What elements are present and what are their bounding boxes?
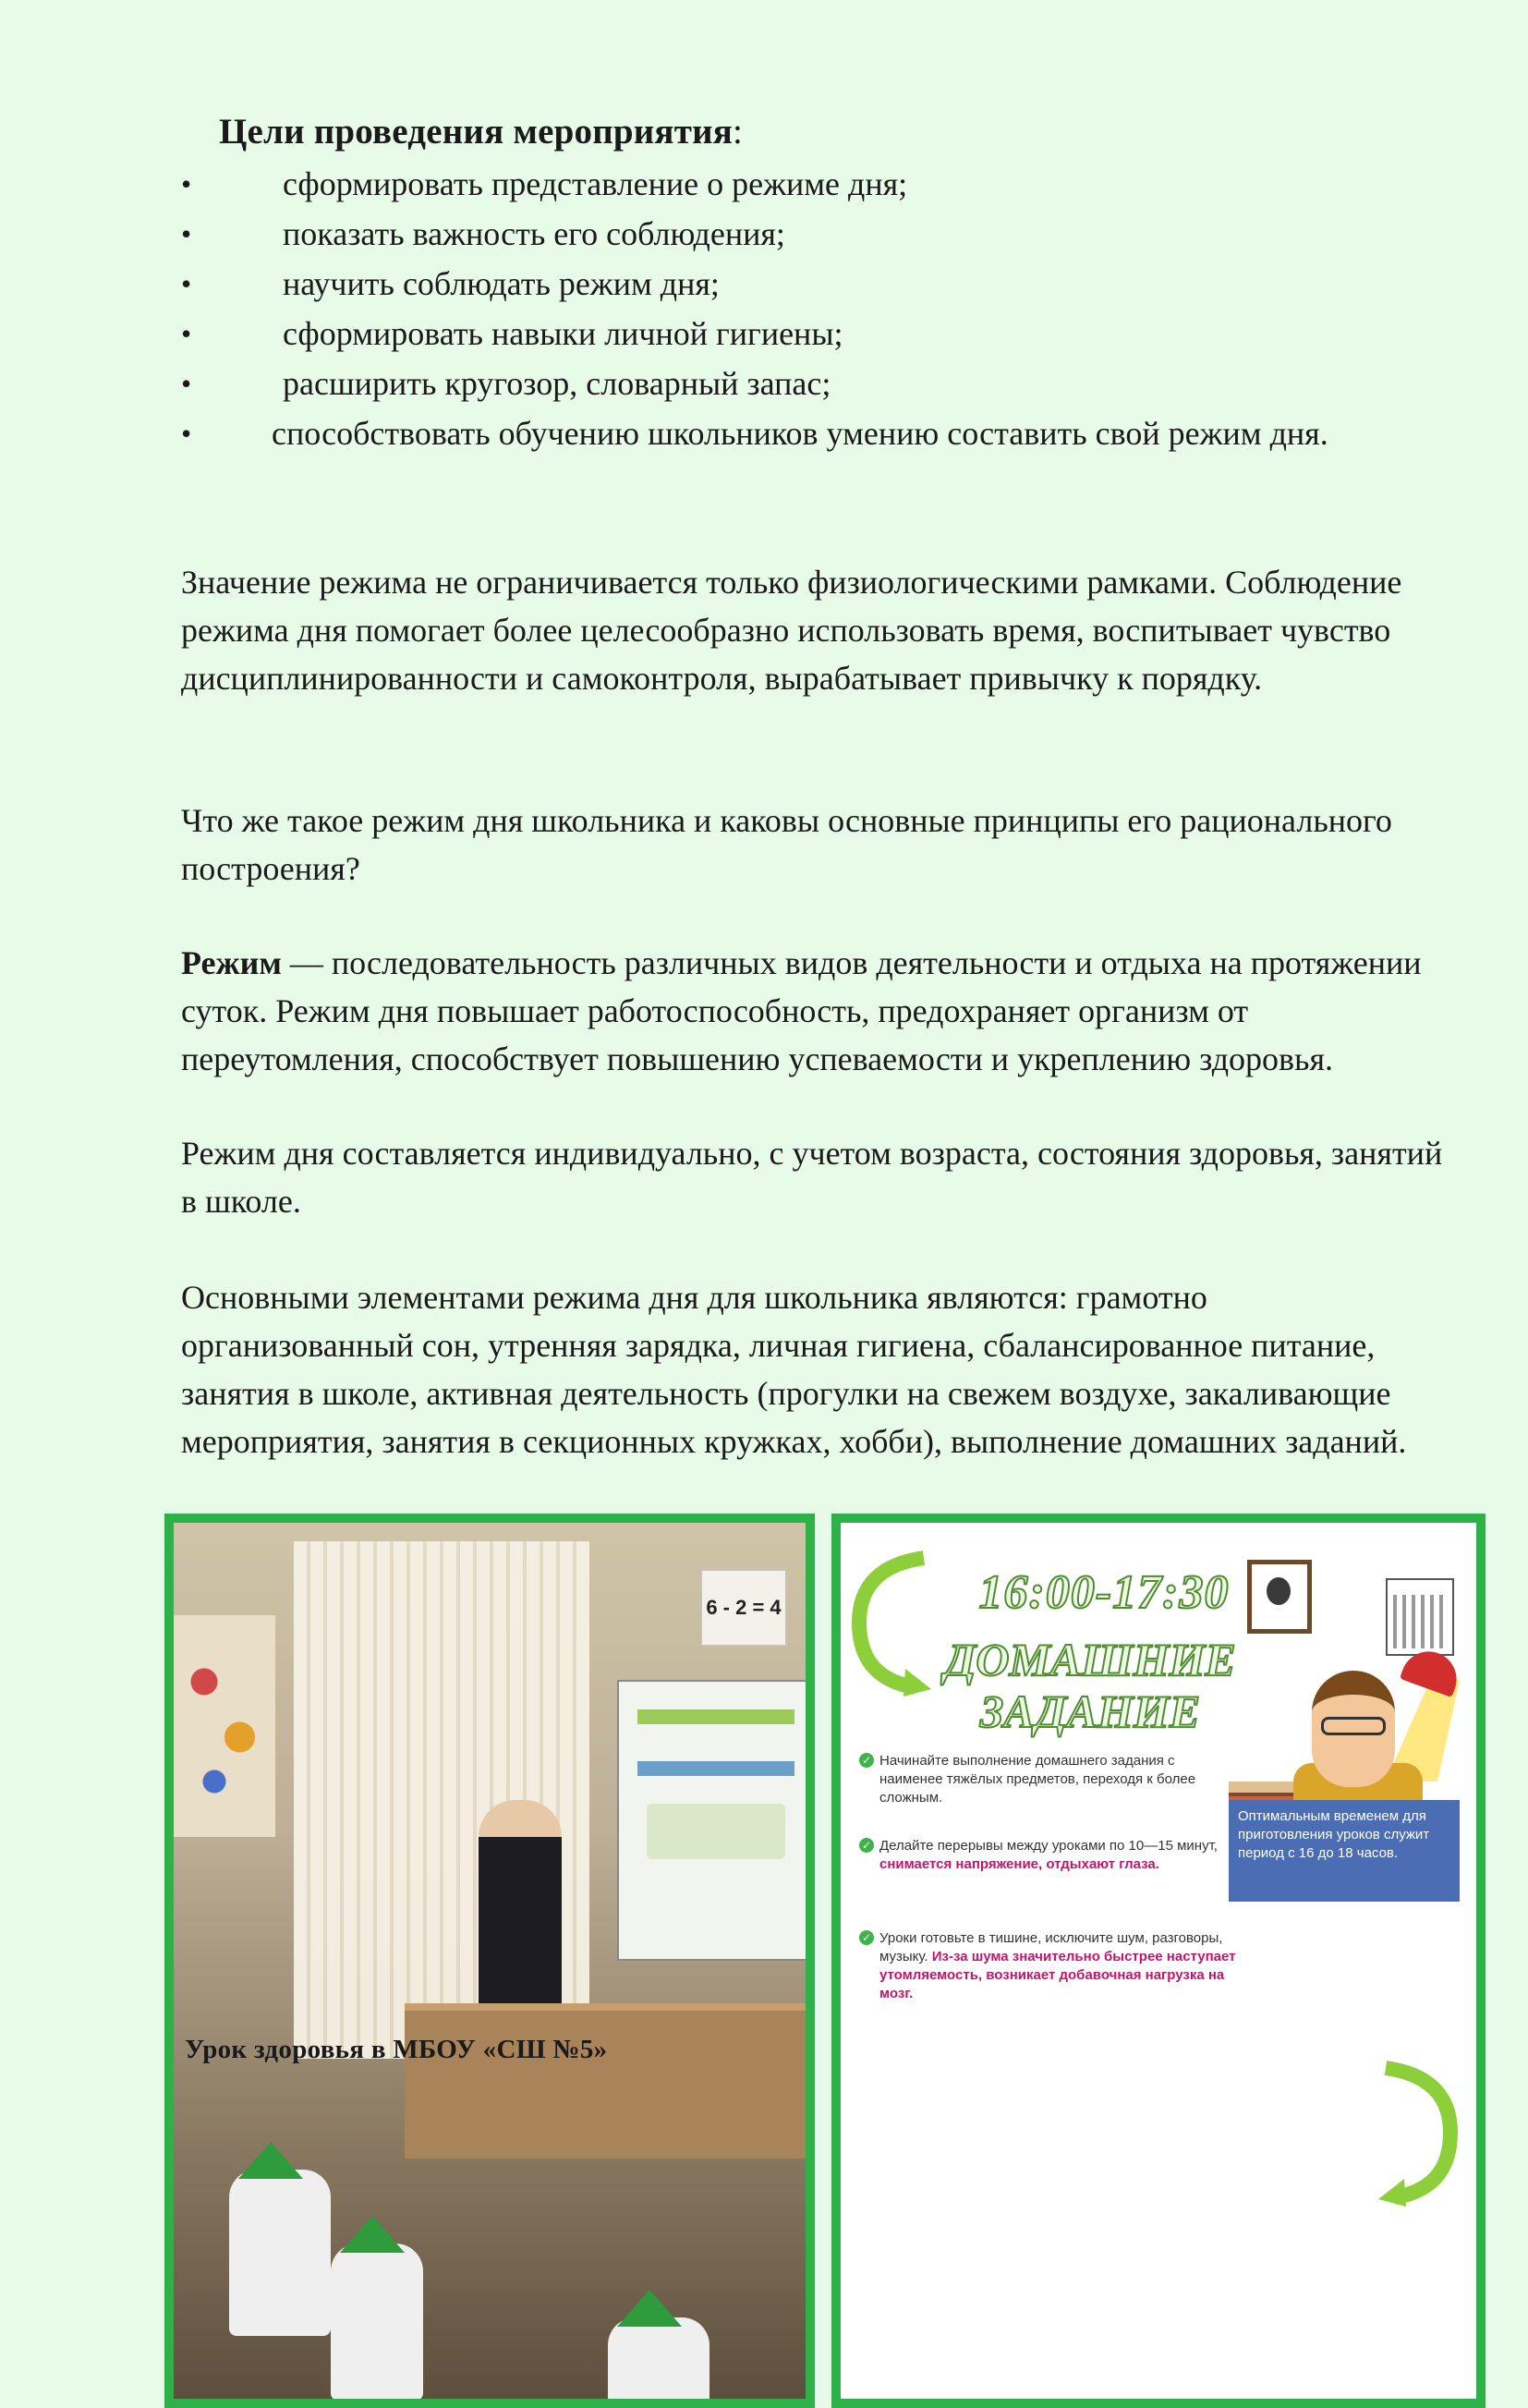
- bullet-icon: •: [181, 267, 192, 300]
- math-card: 6 - 2 = 4: [700, 1569, 787, 1647]
- poster-frame: [831, 1514, 1486, 2408]
- bullet-icon: •: [181, 367, 192, 400]
- goal-text: способствовать обучению школьников умению составить свой режим дня.: [272, 415, 1328, 452]
- paragraph-individual: Режим дня составляется индивидуально, с учетом возраста, состояния здоровья, занятий в школе.: [181, 1135, 1443, 1220]
- classroom-photo: [174, 1523, 806, 2399]
- goal-text: сформировать представление о режиме дня;: [283, 165, 908, 202]
- goal-text: сформировать навыки личной гигиены;: [283, 315, 843, 352]
- tip-highlight: Из-за шума значительно быстрее наступает утомляемость, возникает добавочная нагрузка на мозг.: [879, 1949, 1236, 2001]
- poster-title-line: ДОМАШНИЕ: [944, 1634, 1236, 1685]
- goals-heading-colon: :: [733, 112, 744, 152]
- paragraph-question: Что же такое режим дня школьника и каковы основные принципы его рационального построения?: [181, 802, 1392, 887]
- boy-head: [1312, 1671, 1395, 1787]
- poster-tip: [859, 1752, 1238, 1807]
- desk-lamp-icon: [1386, 1652, 1469, 1782]
- goals-heading-text: Цели проведения мероприятия: [219, 112, 734, 152]
- student-figure: [331, 2244, 423, 2399]
- bullet-icon: •: [181, 417, 192, 450]
- goal-text: научить соблюдать режим дня;: [283, 265, 720, 302]
- goal-item: [181, 408, 1437, 458]
- goal-item: [181, 209, 1437, 259]
- tip-highlight: снимается напряжение, отдыхают глаза.: [879, 1856, 1159, 1872]
- lamp-shade: [1400, 1644, 1464, 1697]
- photo-caption: Урок здоровья в МБОУ «СШ №5»: [185, 2035, 608, 2064]
- projector-screen: [617, 1680, 806, 1961]
- student-figure: [608, 2317, 709, 2399]
- green-hat: [617, 2290, 682, 2327]
- green-hat: [238, 2142, 303, 2179]
- tip-text: [879, 1837, 1238, 1874]
- check-icon: ✓: [859, 1838, 874, 1853]
- teacher-desk: [405, 2003, 806, 2159]
- tip-text: [879, 1929, 1238, 2003]
- check-icon: ✓: [859, 1753, 874, 1768]
- slide-line: [637, 1709, 794, 1724]
- paragraph-regime-meaning: Значение режима не ограничивается только физиологическими рамками. Соблюдение режима дня помогает более целесообразно использовать время, воспитывает чувство дисциплинированности и самоконтроля, вырабатывает привычку к порядку.: [181, 564, 1402, 697]
- goal-item: [181, 309, 1437, 359]
- photo-frame: [164, 1514, 815, 2408]
- goal-item: [181, 259, 1437, 309]
- poster-tip: [859, 1929, 1238, 2003]
- slide-picture: [647, 1804, 785, 1859]
- green-hat: [340, 2216, 405, 2253]
- curved-arrow-icon: [1376, 2059, 1460, 2207]
- poster-time: 16:00-17:30: [978, 1566, 1230, 1619]
- poster-title-line: ЗАДАНИЕ: [979, 1685, 1201, 1737]
- homework-poster: [841, 1523, 1476, 2399]
- goal-list: [181, 159, 1437, 458]
- term-regime: Режим: [181, 944, 282, 981]
- bullet-icon: •: [181, 217, 192, 250]
- tip-text: Начинайте выполнение домашнего задания с наименее тяжёлых предметов, переходя к более сложным.: [879, 1753, 1196, 1806]
- goal-item: [181, 159, 1437, 209]
- wall-painting: [174, 1615, 275, 1837]
- check-icon: ✓: [859, 1930, 874, 1945]
- goal-item: [181, 359, 1437, 408]
- portrait-face: [1267, 1577, 1291, 1605]
- goal-text: расширить кругозор, словарный запас;: [283, 365, 831, 402]
- bullet-icon: •: [181, 317, 192, 350]
- definition-text: — последовательность различных видов деятельности и отдыха на протяжении суток. Режим дня повышает работоспособность, предохраняет организм от переутомления, способствует повышению успеваемости и укреплению здоровья.: [181, 944, 1422, 1077]
- goals-heading: [219, 111, 743, 152]
- portrait-frame: [1247, 1560, 1312, 1634]
- bullet-icon: •: [181, 167, 192, 201]
- paragraph-regime-definition: [181, 939, 1447, 1083]
- student-figure: [229, 2170, 331, 2336]
- tip-plain: Делайте перерывы между уроками по 10—15 минут,: [879, 1838, 1218, 1854]
- goal-text: показать важность его соблюдения;: [283, 215, 785, 252]
- poster-tip: [859, 1837, 1238, 1874]
- slide-line: [637, 1761, 794, 1776]
- info-box: Оптимальным временем для приготовления уроков служит период с 16 до 18 часов.: [1229, 1800, 1460, 1902]
- tip-plain: Уроки готовьте в тишине, исключите шум, разговоры, музыку.: [879, 1930, 1223, 1964]
- glasses: [1321, 1717, 1386, 1735]
- paragraph-elements: Основными элементами режима дня для школьника являются: грамотно организованный сон, утренняя зарядка, личная гигиена, сбалансированное питание, занятия в школе, активная деятельность (прогулки на свежем воздухе, закаливающие мероприятия, занятия в секционных кружках, хобби), выполнение домашних заданий.: [181, 1279, 1407, 1460]
